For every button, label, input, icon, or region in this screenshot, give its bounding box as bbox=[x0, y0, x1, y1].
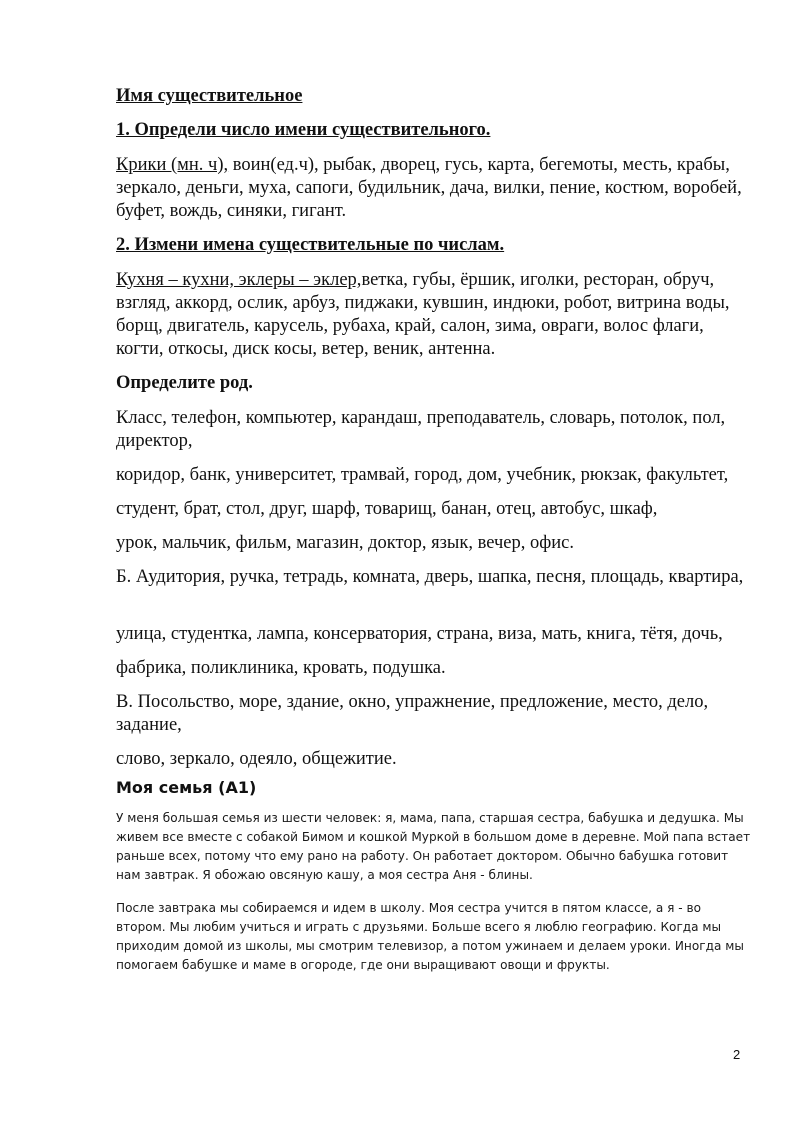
gender-line: слово, зеркало, одеяло, общежитие. bbox=[116, 749, 397, 769]
gender-line: Класс, телефон, компьютер, карандаш, преподаватель, словарь, потолок, пол, директор, bbox=[116, 408, 726, 451]
task2-heading: 2. Измени имена существительные по числам. bbox=[116, 235, 505, 255]
family-paragraph: У меня большая семья из шести человек: я, мама, папа, старшая сестра, бабушка и дедушка. Мы живем все вместе с собакой Бимом и кошкой Муркой в большом доме в деревне. Мой папа встает раньше всех, потому что ему рано на работу. Он работает доктором. Обычно бабушка готовит нам завтрак. Я обожаю овсяную кашу, а моя сестра Аня - блины. bbox=[116, 811, 751, 882]
task3-heading: Определите род. bbox=[116, 373, 253, 393]
gender-line: улица, студентка, лампа, консерватория, страна, виза, мать, книга, тётя, дочь, bbox=[116, 624, 723, 644]
task1-body bbox=[116, 154, 746, 223]
task2-text: ветка, губы, ёршик, иголки, ресторан, обруч, взгляд, аккорд, ослик, арбуз, пиджаки, кувшин, индюки, робот, витрина воды, борщ, двигатель, карусель, рубаха, край, салон, зима, овраги, волос флаги, когти, откосы, диск косы, ветер, веник, антенна. bbox=[116, 270, 730, 359]
gender-line: урок, мальчик, фильм, магазин, доктор, язык, вечер, офис. bbox=[116, 533, 574, 553]
family-title: Моя семья (А1) bbox=[116, 778, 257, 797]
task1-example: Крики (мн. ч), bbox=[116, 155, 229, 175]
gender-line: коридор, банк, университет, трамвай, город, дом, учебник, рюкзак, факультет, bbox=[116, 465, 729, 485]
task1-heading: 1. Определи число имени существительного. bbox=[116, 120, 491, 140]
page-number: 2 bbox=[733, 1047, 741, 1062]
gender-line: В. Посольство, море, здание, окно, упражнение, предложение, место, дело, задание, bbox=[116, 692, 709, 735]
gender-line: Б. Аудитория, ручка, тетрадь, комната, дверь, шапка, песня, площадь, квартира, bbox=[116, 567, 744, 587]
page-title: Имя существительное bbox=[116, 86, 303, 106]
gender-line: фабрика, поликлиника, кровать, подушка. bbox=[116, 658, 446, 678]
task2-body bbox=[116, 269, 746, 361]
gender-line: студент, брат, стол, друг, шарф, товарищ, банан, отец, автобус, шкаф, bbox=[116, 499, 658, 519]
task2-example: Кухня – кухни, эклеры – эклер, bbox=[116, 270, 362, 290]
family-paragraph: После завтрака мы собираемся и идем в школу. Моя сестра учится в пятом классе, а я - во втором. Мы любим учиться и играть с друзьями. Больше всего я люблю географию. Когда мы приходим домой из школы, мы смотрим телевизор, а потом ужинаем и делаем уроки. Иногда мы помогаем бабушке и маме в огороде, где они выращивают овощи и фрукты. bbox=[116, 901, 744, 972]
task1-text: воин(ед.ч), рыбак, дворец, гусь, карта, бегемоты, месть, крабы, зеркало, деньги, муха, сапоги, будильник, дача, вилки, пение, костюм, воробей, буфет, вождь, синяки, гигант. bbox=[116, 155, 742, 221]
